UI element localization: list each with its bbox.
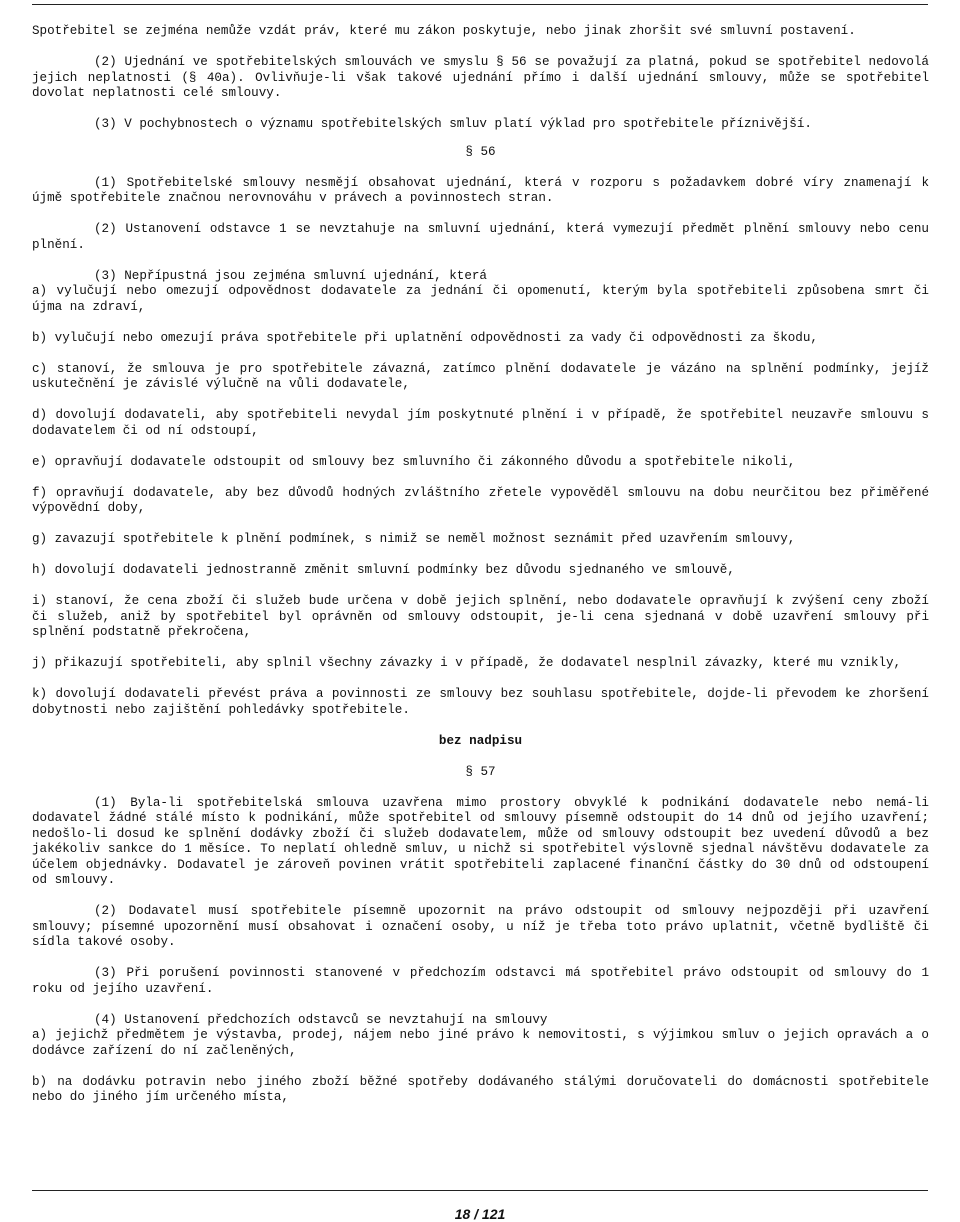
subheading-bez-nadpisu: bez nadpisu [438,733,523,748]
list-item-f: f) opravňují dodavatele, aby bez důvodů hodných zvláštního zřetele vypověděl smlouvu na dobu neurčitou bez přiměřené výpovědní doby, [32,485,929,515]
paragraph-intro: Spotřebitel se zejména nemůže vzdát práv, které mu zákon poskytuje, nebo jinak zhoršit své smluvní postavení. [32,24,856,38]
list-item-d: d) dovolují dodavateli, aby spotřebiteli nevydal jím poskytnuté plnění i v případě, že spotřebitel neuzavře smlouvu s dodavatelem či od ní odstoupí, [32,408,929,438]
list-item-57-b: b) na dodávku potravin nebo jiného zboží běžné spotřeby dodávaného stálými doručovateli do domácnosti spotřebitele nebo do jiného jím určeného místa, [32,1074,929,1104]
list-item-k: k) dovolují dodavateli převést práva a povinnosti ze smlouvy bez souhlasu spotřebitele, dojde-li převodem ke zhoršení dobytnosti nebo zajištění pohledávky spotřebitele. [32,687,929,717]
footer-rule [32,1190,928,1191]
section-heading-56: § 56 [465,144,496,159]
top-rule [32,4,928,5]
list-item-c: c) stanoví, že smlouva je pro spotřebitele závazná, zatímco plnění dodavatele je vázáno na splnění podmínky, jejíž uskutečnění je závislé výlučně na vůli dodavatele, [32,361,929,391]
list-item-h: h) dovolují dodavateli jednostranně změnit smluvní podmínky bez důvodu sjednaného ve smlouvě, [32,563,735,577]
paragraph-56-2: (2) Ustanovení odstavce 1 se nevztahuje na smluvní ujednání, která vymezují předmět plnění smlouvy nebo cenu plnění. [32,222,929,252]
list-item-i: i) stanoví, že cena zboží či služeb bude určena v době jejich splnění, nebo dodavatele opravňují k zvýšení ceny zboží či služeb, aniž by spotřebitel byl oprávněn od smlouvy odstoupit, je-li cena sjednaná v době uzavření smlouvy při splnění podstatně překročena, [32,594,929,639]
page-number: 18 / 121 [454,1206,506,1222]
document-body [32,24,929,1106]
paragraph-55-3: (3) V pochybnostech o významu spotřebitelských smluv platí výklad pro spotřebitele příznivější. [94,117,812,131]
section-heading-57: § 57 [465,764,496,779]
paragraph-56-1: (1) Spotřebitelské smlouvy nesmějí obsahovat ujednání, která v rozporu s požadavkem dobré víry znamenají k újmě spotřebitele značnou nerovnováhu v právech a povinnostech stran. [32,175,929,205]
paragraph-56-3: (3) Nepřípustná jsou zejména smluvní ujednání, která [94,268,487,283]
paragraph-55-2: (2) Ujednání ve spotřebitelských smlouvách ve smyslu § 56 se považují za platná, pokud se spotřebitel nedovolá jejich neplatnosti (§ 40a). Ovlivňuje-li však takové ujednání přímo i další ujednání smlouvy, může se spotřebitel dovolat neplatnosti celé smlouvy. [32,55,929,100]
paragraph-57-2: (2) Dodavatel musí spotřebitele písemně upozornit na právo odstoupit od smlouvy nejpozději při uzavření smlouvy; písemné upozornění musí obsahovat i označení osoby, u níž je třeba toto právo uplatnit, včetně bydliště či sídla takové osoby. [32,904,929,949]
paragraph-57-1: (1) Byla-li spotřebitelská smlouva uzavřena mimo prostory obvyklé k podnikání dodavatele nebo nemá-li dodavatel žádné stálé místo k podnikání, může spotřebitel od smlouvy písemně odstoupit do 14 dnů od jejího uzavření; nedošlo-li dosud ke splnění dodávky zboží či služeb dodavatelem, může od smlouvy odstoupit bez uvedení důvodů a bez jakékoliv sankce do 1 měsíce. To neplatí ohledně smluv, u nichž si spotřebitel výslovně sjednal návštěvu dodavatele za účelem objednávky. Dodavatel je zároveň povinen vrátit spotřebiteli zaplacené finanční částky do 30 dnů od odstoupení od smlouvy. [32,795,929,887]
list-item-57-a: a) jejichž předmětem je výstavba, prodej, nájem nebo jiné právo k nemovitosti, s výjimkou smluv o jejich opravách a o dodávce zařízení do ní začleněných, [32,1028,929,1058]
list-item-g: g) zavazují spotřebitele k plnění podmínek, s nimiž se neměl možnost seznámit před uzavřením smlouvy, [32,532,796,546]
list-item-b: b) vylučují nebo omezují práva spotřebitele při uplatnění odpovědnosti za vady či odpovědnosti za škodu, [32,330,818,345]
paragraph-57-3: (3) Při porušení povinnosti stanovené v předchozím odstavci má spotřebitel právo odstoupit od smlouvy do 1 roku od jejího uzavření. [32,966,929,996]
list-item-j: j) přikazují spotřebiteli, aby splnil všechny závazky i v případě, že dodavatel nesplnil závazky, které mu vznikly, [32,656,902,670]
list-item-a: a) vylučují nebo omezují odpovědnost dodavatele za jednání či opomenutí, kterým byla spotřebiteli způsobena smrt či újma na zdraví, [32,284,929,314]
list-item-e: e) opravňují dodavatele odstoupit od smlouvy bez smluvního či zákonného důvodu a spotřebitele nikoli, [32,454,796,469]
paragraph-57-4: (4) Ustanovení předchozích odstavců se nevztahují na smlouvy [94,1012,548,1027]
